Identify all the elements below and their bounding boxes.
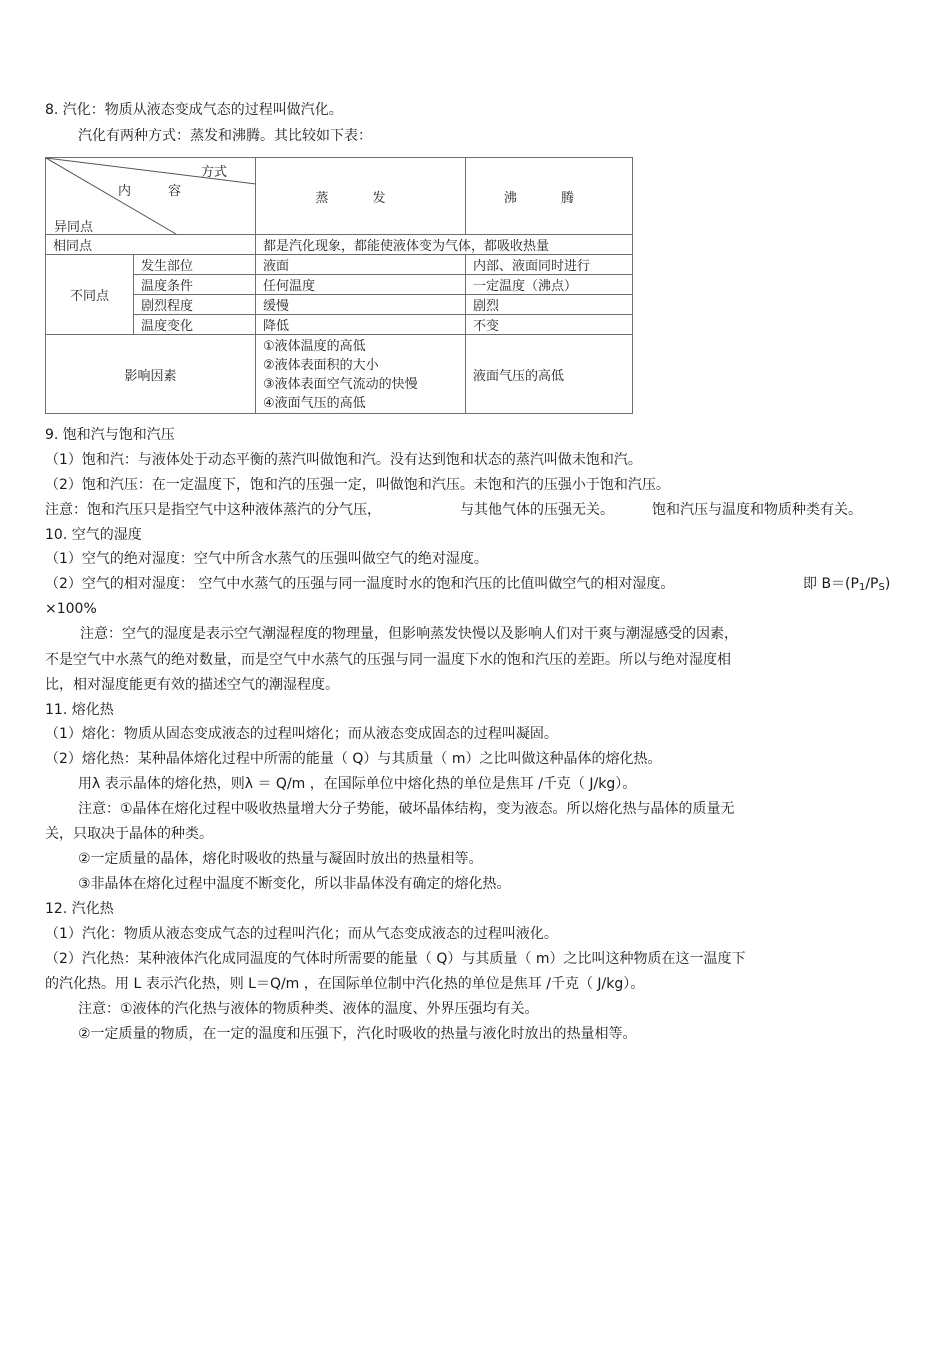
section-10-p1: （1）空气的绝对湿度：空气中所含水蒸气的压强叫做空气的绝对湿度。 xyxy=(45,551,488,567)
section-12-p2b: 的汽化热。用 L 表示汽化热，则 L＝Q/m ，在国际单位制中汽化热的单位是焦耳 /千克（ J/kg）。 xyxy=(45,976,645,992)
corner-content-a: 内 xyxy=(118,184,132,199)
formula-sub: 1 xyxy=(858,582,866,593)
section-9-title: 9. 饱和汽与饱和汽压 xyxy=(45,427,175,443)
factors-evap-cell xyxy=(256,335,466,414)
section-9-p2: （2）饱和汽压：在一定温度下，饱和汽的压强一定，叫做饱和汽压。未饱和汽的压强小于饱和汽压。 xyxy=(45,477,670,493)
factor-item: ④液面气压的高低 xyxy=(263,396,366,411)
table-row xyxy=(46,335,633,414)
col-header-boiling: 沸 腾 xyxy=(466,158,633,235)
formula-part: 即 B＝(P xyxy=(803,576,859,592)
table-row xyxy=(46,315,633,335)
section-11-title: 11. 熔化热 xyxy=(45,702,114,718)
section-11-n1b: 关，只取决于晶体的种类。 xyxy=(45,826,213,842)
aspect-cell: 发生部位 xyxy=(134,255,256,275)
section-11-n2: ②一定质量的晶体，熔化时吸收的热量与凝固时放出的热量相等。 xyxy=(78,851,483,867)
relative-humidity-formula xyxy=(803,574,890,598)
same-label: 相同点 xyxy=(46,235,256,255)
section-8-title: 8. 汽化：物质从液态变成气态的过程叫做汽化。 xyxy=(45,102,343,118)
boil-cell: 不变 xyxy=(466,315,633,335)
aspect-cell: 剧烈程度 xyxy=(134,295,256,315)
table-corner-cell xyxy=(46,158,256,235)
boil-cell: 一定温度（沸点） xyxy=(466,275,633,295)
evap-cell: 缓慢 xyxy=(256,295,466,315)
table-row xyxy=(46,255,633,275)
formula-sub: S xyxy=(878,582,885,593)
section-11-p1: （1）熔化：物质从固态变成液态的过程叫熔化；而从液态变成固态的过程叫凝固。 xyxy=(45,726,558,742)
factor-item: ②液体表面积的大小 xyxy=(263,358,379,373)
formula-part: /P xyxy=(865,576,879,592)
table-row xyxy=(46,295,633,315)
factor-item: ③液体表面空气流动的快慢 xyxy=(263,377,418,392)
section-10-note3: 比，相对湿度能更有效的描述空气的潮湿程度。 xyxy=(45,677,339,693)
section-12-title: 12. 汽化热 xyxy=(45,901,114,917)
aspect-cell: 温度条件 xyxy=(134,275,256,295)
section-11-n3: ③非晶体在熔化过程中温度不断变化，所以非晶体没有确定的熔化热。 xyxy=(78,876,511,892)
section-9-note-c: 饱和汽压与温度和物质种类有关。 xyxy=(652,502,862,518)
boil-cell: 剧烈 xyxy=(466,295,633,315)
section-11-n1: 注意：①晶体在熔化过程中吸收热量增大分子势能，破坏晶体结构，变为液态。所以熔化热与晶体的质量无 xyxy=(78,801,735,817)
factors-boil-cell: 液面气压的高低 xyxy=(466,335,633,414)
corner-method: 方式 xyxy=(201,165,228,180)
formula-part: ) xyxy=(884,576,891,592)
diff-label: 不同点 xyxy=(46,255,134,335)
same-text: 都是汽化现象，都能使液体变为气体，都吸收热量 xyxy=(256,235,633,255)
section-9-note-b: 与其他气体的压强无关。 xyxy=(460,502,614,518)
evap-cell: 降低 xyxy=(256,315,466,335)
comparison-table xyxy=(45,157,633,414)
factor-item: ①液体温度的高低 xyxy=(263,339,366,354)
section-12-p2: （2）汽化热：某种液体汽化成同温度的气体时所需要的能量（ Q）与其质量（ m）之比叫这种物质在这一温度下 xyxy=(45,951,746,967)
section-10-note2: 不是空气中水蒸气的绝对数量，而是空气中水蒸气的压强与同一温度下水的饱和汽压的差距。所以与绝对湿度相 xyxy=(45,652,731,668)
section-12-p1: （1）汽化：物质从液态变成气态的过程叫汽化；而从气态变成液态的过程叫液化。 xyxy=(45,926,558,942)
factor-label: 影响因素 xyxy=(46,335,256,414)
section-12-n2: ②一定质量的物质，在一定的温度和压强下，汽化时吸收的热量与液化时放出的热量相等。 xyxy=(78,1026,637,1042)
formula-percent: ×100% xyxy=(45,601,97,617)
evap-cell: 任何温度 xyxy=(256,275,466,295)
section-11-p2: （2）熔化热：某种晶体熔化过程中所需的能量（ Q）与其质量（ m）之比叫做这种晶体的熔化热。 xyxy=(45,751,662,767)
section-12-n1: 注意：①液体的汽化热与液体的物质种类、液体的温度、外界压强均有关。 xyxy=(78,1001,539,1017)
boil-cell: 内部、液面同时进行 xyxy=(466,255,633,275)
evap-cell: 液面 xyxy=(256,255,466,275)
corner-content-b: 容 xyxy=(168,184,182,199)
aspect-cell: 温度变化 xyxy=(134,315,256,335)
col-header-evaporation: 蒸 发 xyxy=(256,158,466,235)
section-9-note-a: 注意：饱和汽压只是指空气中这种液体蒸汽的分气压， xyxy=(45,502,381,518)
section-10-note1: 注意：空气的湿度是表示空气潮湿程度的物理量，但影响蒸发快慢以及影响人们对干爽与潮湿感受的因素， xyxy=(80,626,738,642)
section-9-p1: （1）饱和汽：与液体处于动态平衡的蒸汽叫做饱和汽。没有达到饱和状态的蒸汽叫做未饱和汽。 xyxy=(45,452,642,468)
section-10-title: 10. 空气的湿度 xyxy=(45,527,142,543)
section-8-intro: 汽化有两种方式：蒸发和沸腾。其比较如下表： xyxy=(78,128,372,144)
corner-diff: 异同点 xyxy=(54,220,94,235)
table-row xyxy=(46,275,633,295)
section-10-p2: （2）空气的相对湿度： 空气中水蒸气的压强与同一温度时水的饱和汽压的比值叫做空气的相对湿度。 xyxy=(45,576,675,592)
section-11-p3: 用λ 表示晶体的熔化热，则λ ＝ Q/m ，在国际单位中熔化热的单位是焦耳 /千克（ J/kg）。 xyxy=(78,776,637,792)
